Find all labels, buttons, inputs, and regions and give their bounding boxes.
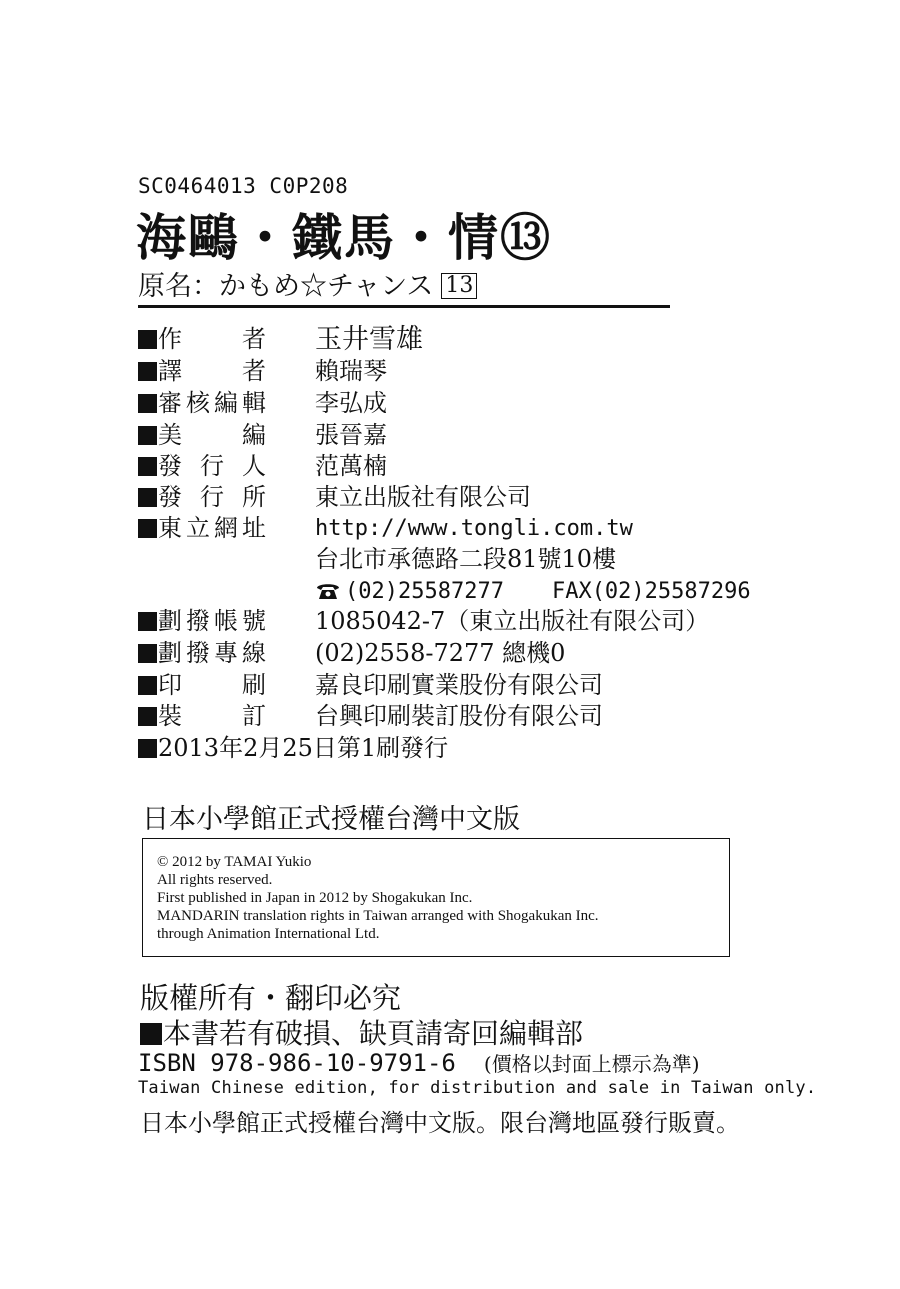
black-square-bullet <box>138 644 157 663</box>
final-line: 日本小學館正式授權台灣中文版。限台灣地區發行販賣。 <box>140 1109 740 1137</box>
print-date-row <box>138 733 448 764</box>
telephone-icon <box>315 581 341 601</box>
credit-value: 賴瑞琴 <box>315 357 387 385</box>
copyright-box <box>142 838 730 957</box>
credit-row-publisher-person <box>138 451 387 482</box>
title-divider <box>138 305 670 308</box>
price-note: (價格以封面上標示為準) <box>483 1052 700 1076</box>
credit-row-account <box>138 606 710 637</box>
black-square-bullet <box>138 362 157 381</box>
isbn: ISBN 978-986-10-9791-6 <box>138 1049 456 1077</box>
credit-label: 印 刷 <box>158 671 266 699</box>
publisher-address: 台北市承德路二段81號10樓 <box>315 545 617 573</box>
credit-value: 東立出版社有限公司 <box>315 483 531 511</box>
credit-row-printer <box>138 670 603 701</box>
black-square-bullet <box>138 519 157 538</box>
credit-value: (02)2558-7277 總機0 <box>315 639 566 667</box>
original-title <box>138 270 477 304</box>
credit-row-website <box>138 513 633 544</box>
credit-label: 美 編 <box>158 421 266 449</box>
credit-row-binder <box>138 701 603 732</box>
credit-value: 台興印刷裝訂股份有限公司 <box>315 702 603 730</box>
black-square-bullet <box>138 739 157 758</box>
license-line: 日本小學館正式授權台灣中文版 <box>142 804 520 835</box>
credit-value: 嘉良印刷實業股份有限公司 <box>315 671 603 699</box>
copyright-line: © 2012 by TAMAI Yukio <box>157 854 312 870</box>
print-date: 2013年2月25日第1刷發行 <box>158 734 449 762</box>
credit-label: 劃撥專線 <box>158 639 266 667</box>
credit-label: 譯 者 <box>158 357 266 385</box>
black-square-bullet <box>138 612 157 631</box>
black-square-bullet <box>138 457 157 476</box>
credit-row-designer <box>138 420 387 451</box>
credit-value: 1085042-7（東立出版社有限公司） <box>315 607 710 635</box>
black-square-bullet <box>138 426 157 445</box>
damage-notice-row <box>140 1012 583 1052</box>
website-url: http://www.tongli.com.tw <box>315 516 633 541</box>
english-distribution-note: Taiwan Chinese edition, for distribution and sale in Taiwan only. <box>138 1078 817 1098</box>
isbn-row <box>138 1048 700 1077</box>
copyright-line: MANDARIN translation rights in Taiwan arranged with Shogakukan Inc. <box>157 908 599 924</box>
credit-row-translator <box>138 356 387 387</box>
credit-row-editor <box>138 388 387 419</box>
credit-row-publisher <box>138 482 531 513</box>
fax-number: FAX(02)25587296 <box>551 579 751 604</box>
credit-label: 發行人 <box>158 452 266 480</box>
contact-line <box>315 576 751 607</box>
black-square-bullet <box>138 676 157 695</box>
phone-number: (02)25587277 <box>345 579 504 604</box>
black-square-bullet <box>138 394 157 413</box>
credit-label: 裝 訂 <box>158 702 266 730</box>
black-square-bullet <box>138 707 157 726</box>
credit-row-author <box>138 324 423 355</box>
credit-value: 張晉嘉 <box>315 421 387 449</box>
credit-label: 東立網址 <box>158 514 266 542</box>
catalog-code: SC0464013 C0P208 <box>138 174 349 198</box>
black-square-bullet <box>138 330 157 349</box>
credit-value: 李弘成 <box>315 389 387 417</box>
credit-label: 審核編輯 <box>158 389 266 417</box>
volume-number-box: 13 <box>441 273 477 299</box>
credit-label: 作 者 <box>158 325 266 353</box>
copyright-line: All rights reserved. <box>157 872 273 888</box>
damage-notice: 本書若有破損、缺頁請寄回編輯部 <box>163 1017 584 1050</box>
original-title-label: 原名：かもめ☆チャンス <box>138 271 434 302</box>
credit-label: 發行所 <box>158 483 266 511</box>
black-square-bullet <box>140 1023 162 1045</box>
rights-reserved: 版權所有・翻印必究 <box>140 981 402 1015</box>
copyright-line: First published in Japan in 2012 by Shogakukan Inc. <box>157 890 473 906</box>
book-title: 海鷗・鐵馬・情⑬ <box>136 208 552 267</box>
credit-label: 劃撥帳號 <box>158 607 266 635</box>
credit-value: 范萬楠 <box>315 452 387 480</box>
credit-row-hotline <box>138 638 566 669</box>
black-square-bullet <box>138 488 157 507</box>
copyright-line: through Animation International Ltd. <box>157 926 380 942</box>
credit-value: 玉井雪雄 <box>315 324 423 355</box>
